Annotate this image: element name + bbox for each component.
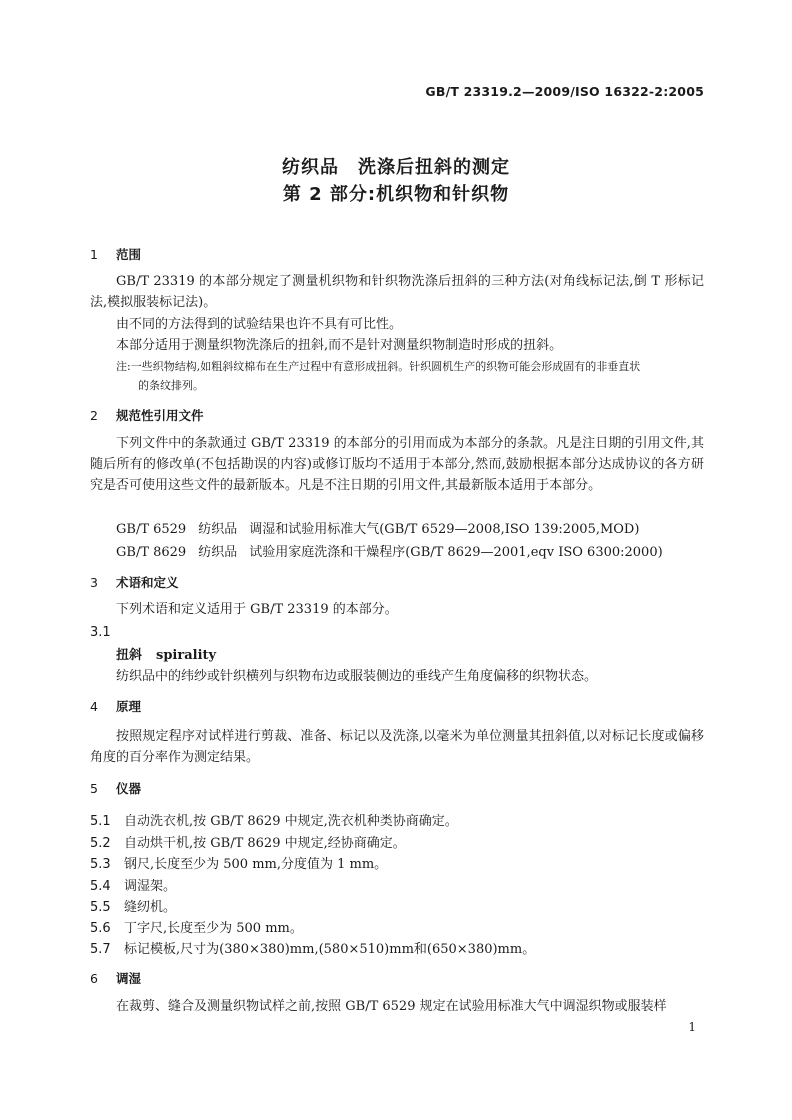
paragraph: 下列术语和定义适用于 GB/T 23319 的本部分。 (116, 602, 398, 617)
subclause-number: 3.1 (90, 625, 111, 640)
apparatus-item: 5.4 调湿架。 (90, 879, 177, 894)
section-heading-principle (90, 697, 141, 715)
reference-name: 纺织品 (198, 522, 238, 537)
section-title: 调湿 (116, 971, 142, 986)
section-heading-terms (90, 573, 179, 591)
section-heading-apparatus (90, 779, 141, 797)
section-heading-normative-references (90, 406, 204, 424)
paragraph: 由不同的方法得到的试验结果也许不具有可比性。 (116, 317, 403, 332)
apparatus-item: 5.5 缝纫机。 (90, 900, 177, 915)
paragraph: 按照规定程序对试样进行剪裁、准备、标记以及洗涤,以毫米为单位测量其扭斜值,以对标记长度或偏移角度的百分率作为测定结果。 (90, 729, 704, 765)
apparatus-item: 5.7 标记模板,尺寸为(380×380)mm,(580×510)mm和(650×380)mm。 (90, 942, 536, 957)
paragraph: 下列文件中的条款通过 GB/T 23319 的本部分的引用而成为本部分的条款。凡是注日期的引用文件,其随后所有的修改单(不包括勘误的内容)或修订版均不适用于本部分,然而,鼓励根据本部分达成协议的各方研究是否可使用这些文件的最新版本。凡是不注日期的引用文件,其最新版本适用于本部分。 (90, 436, 704, 493)
paragraph: 本部分适用于测量织物洗涤后的扭斜,而不是针对测量织物制造时形成的扭斜。 (116, 338, 563, 353)
page-number: 1 (688, 1020, 696, 1034)
reference-title: 试验用家庭洗涤和干燥程序(GB/T 8629—2001,eqv ISO 6300:2000) (249, 545, 663, 560)
section-title: 原理 (116, 699, 142, 714)
reference-title: 调湿和试验用标准大气(GB/T 6529—2008,ISO 139:2005,MOD) (249, 522, 640, 537)
note-line2: 的条纹排列。 (138, 379, 204, 392)
document-title-line2: 第 2 部分:机织物和针织物 (282, 184, 510, 205)
reference-name: 纺织品 (198, 545, 238, 560)
section-title: 仪器 (116, 781, 142, 796)
section-heading-scope (90, 245, 141, 263)
paragraph: GB/T 23319 的本部分规定了测量机织物和针织物洗涤后扭斜的三种方法(对角线标记法,倒 T 形标记法,模拟服装标记法)。 (90, 274, 704, 310)
section-number: 4 (90, 699, 98, 714)
reference-code: GB/T 6529 (116, 522, 187, 537)
apparatus-item: 5.6 丁字尺,长度至少为 500 mm。 (90, 921, 303, 936)
apparatus-item: 5.2 自动烘干机,按 GB/T 8629 中规定,经协商确定。 (90, 836, 406, 851)
section-title: 术语和定义 (116, 575, 179, 590)
standard-code: GB/T 23319.2—2009/ISO 16322-2:2005 (425, 84, 704, 99)
term (116, 644, 216, 663)
section-heading-conditioning (90, 969, 141, 987)
note-line1: 注:一些织物结构,如粗斜纹棉布在生产过程中有意形成扭斜。针织圆机生产的织物可能会形成固有的非垂直状 (116, 360, 641, 373)
section-title: 范围 (116, 247, 142, 262)
paragraph: 在裁剪、缝合及测量织物试样之前,按照 GB/T 6529 规定在试验用标准大气中调湿织物或服装样 (116, 999, 667, 1014)
apparatus-item: 5.3 钢尺,长度至少为 500 mm,分度值为 1 mm。 (90, 857, 388, 872)
term-definition: 纺织品中的纬纱或针织横列与织物布边或服装侧边的垂线产生角度偏移的织物状态。 (116, 669, 598, 684)
note (116, 357, 706, 395)
apparatus-item: 5.1 自动洗衣机,按 GB/T 8629 中规定,洗衣机种类协商确定。 (90, 814, 458, 829)
term-english: spirality (156, 648, 217, 663)
reference-item (116, 518, 651, 537)
section-title: 规范性引用文件 (116, 408, 204, 423)
section-number: 1 (90, 247, 98, 262)
section-number: 5 (90, 781, 98, 796)
section-number: 2 (90, 408, 98, 423)
section-number: 6 (90, 971, 98, 986)
reference-code: GB/T 8629 (116, 545, 187, 560)
section-number: 3 (90, 575, 98, 590)
term-chinese: 扭斜 (116, 648, 143, 663)
reference-item (116, 541, 675, 560)
document-title-line1: 纺织品 洗涤后扭斜的测定 (282, 157, 510, 178)
